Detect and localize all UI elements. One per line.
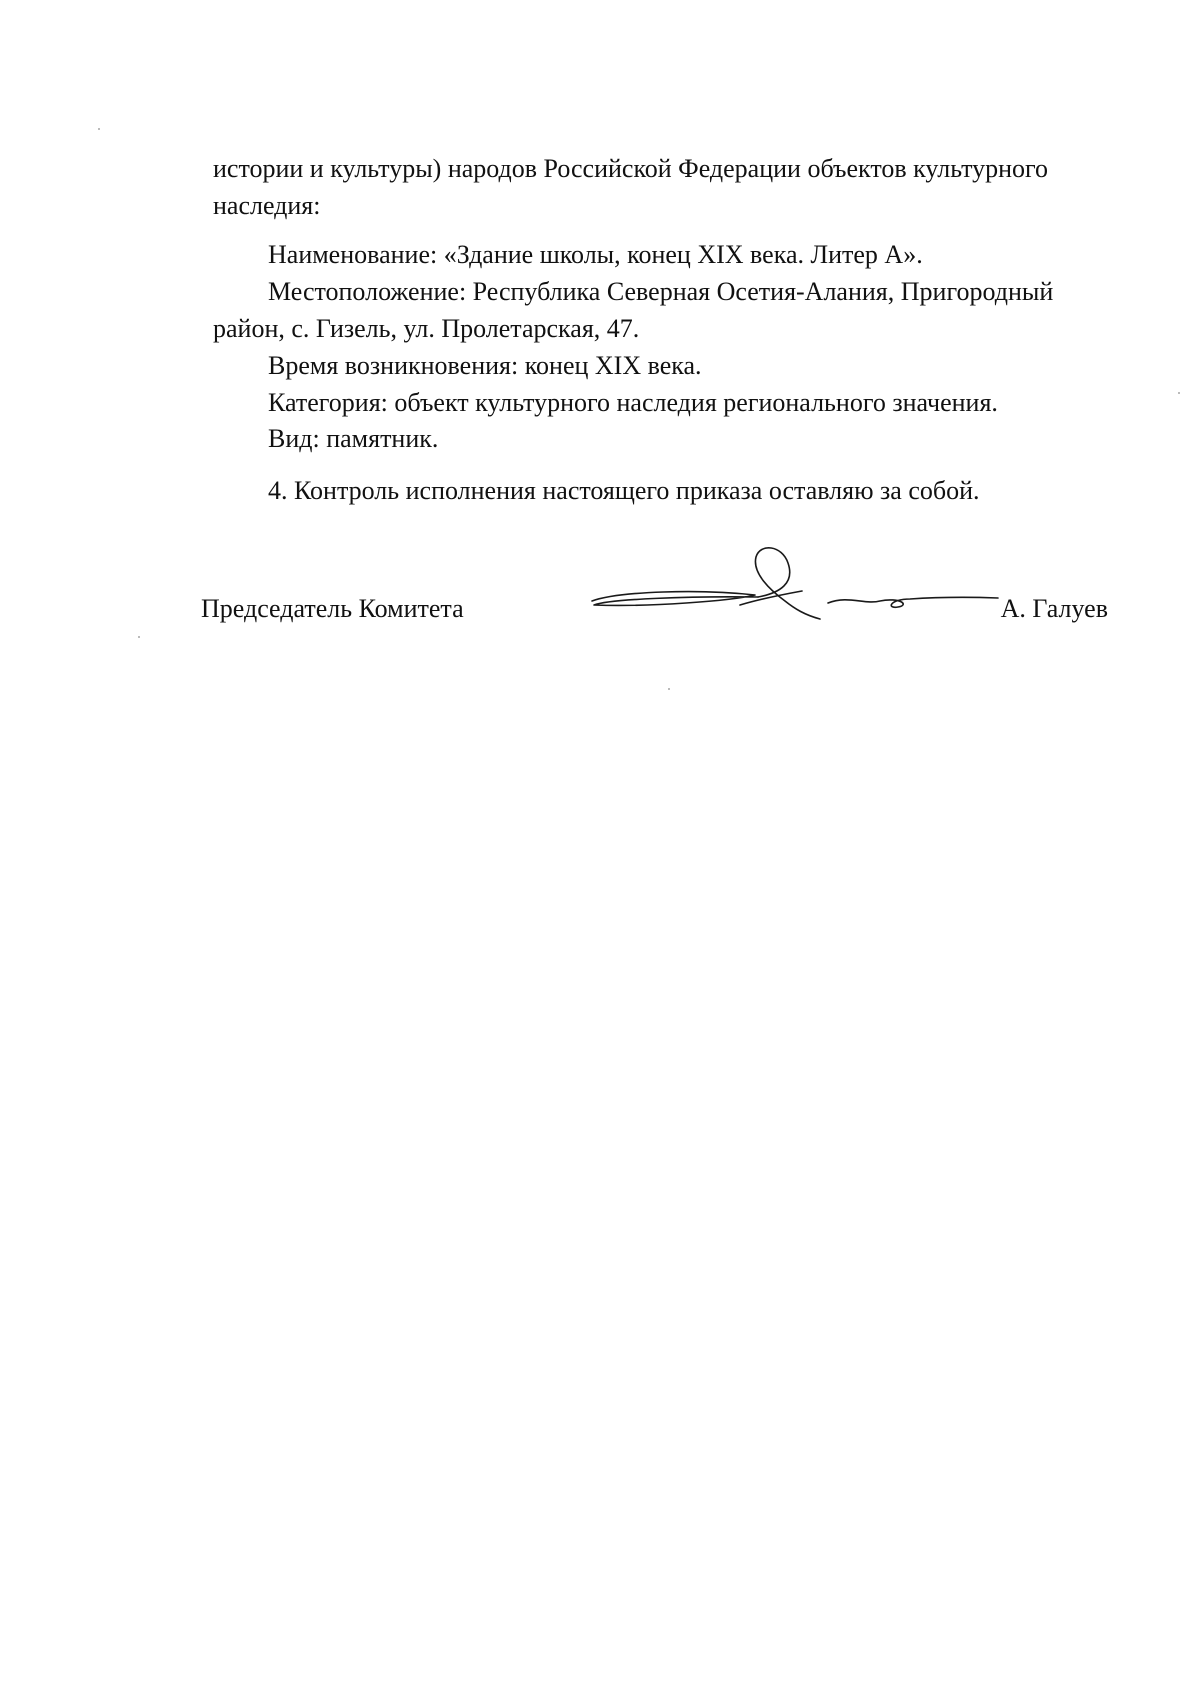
control-clause: 4. Контроль исполнения настоящего приказа оставляю за собой. <box>268 476 980 505</box>
field-category: Категория: объект культурного наследия регионального значения. <box>268 388 998 417</box>
intro-line-1: истории и культуры) народов Российской Федерации объектов культурного <box>213 154 1049 183</box>
signer-position: Председатель Комитета <box>201 594 464 623</box>
field-location-line2: район, с. Гизель, ул. Пролетарская, 47. <box>213 314 640 343</box>
scan-speck <box>98 128 100 130</box>
scan-speck <box>138 636 140 638</box>
intro-line-2: наследия: <box>213 191 321 220</box>
signer-name: А. Галуев <box>1000 594 1108 623</box>
field-type: Вид: памятник. <box>268 424 439 453</box>
handwritten-signature <box>580 535 1000 635</box>
field-period: Время возникновения: конец XIX века. <box>268 351 702 380</box>
scan-speck <box>1178 392 1180 394</box>
scan-speck <box>668 688 670 690</box>
field-name: Наименование: «Здание школы, конец XIX века. Литер А». <box>268 240 923 269</box>
field-location-line1: Местоположение: Республика Северная Осетия-Алания, Пригородный <box>268 277 1054 306</box>
